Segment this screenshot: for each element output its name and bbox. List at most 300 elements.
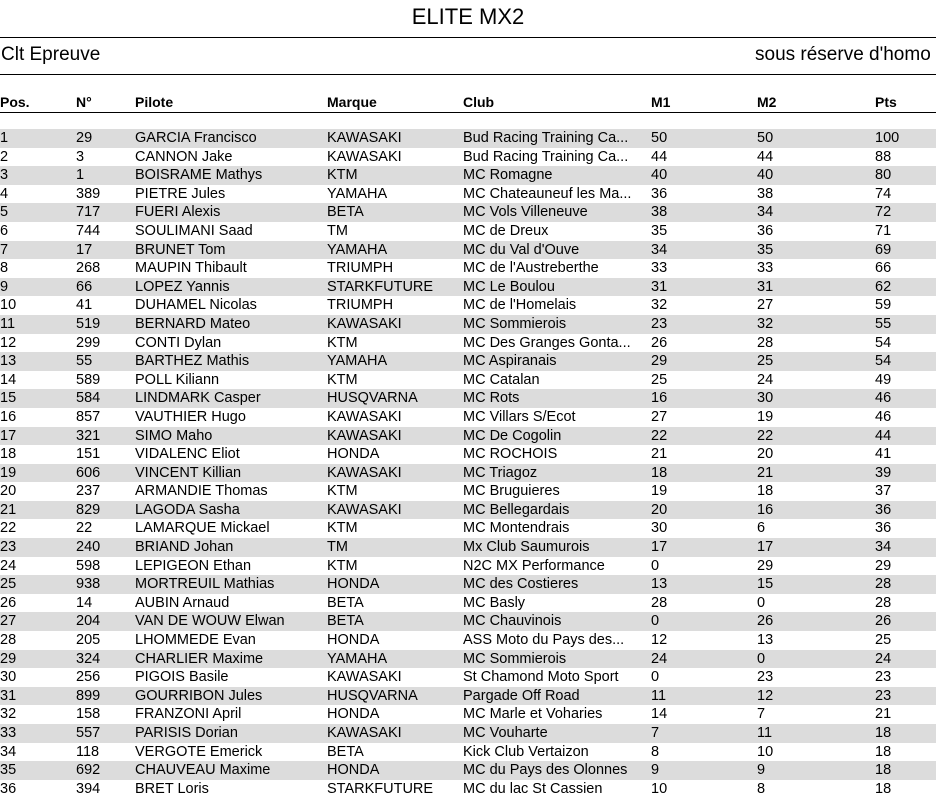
table-row <box>0 761 936 780</box>
cell-m2: 10 <box>757 743 774 760</box>
table-row <box>0 668 936 687</box>
cell-club: MC Montendrais <box>463 520 570 537</box>
cell-club: MC Villars S/Ecot <box>463 408 576 425</box>
cell-club: MC Chateauneuf les Ma... <box>463 185 632 202</box>
cell-m1: 28 <box>651 594 668 611</box>
table-row <box>0 538 936 557</box>
cell-m2: 35 <box>757 241 774 258</box>
cell-number: 204 <box>76 613 101 630</box>
cell-pts: 28 <box>875 576 892 593</box>
table-row <box>0 315 936 334</box>
cell-club: Bud Racing Training Ca... <box>463 130 629 146</box>
cell-number: 938 <box>76 576 101 593</box>
cell-m1: 34 <box>651 241 668 258</box>
cell-marque: HONDA <box>327 576 380 593</box>
cell-club: MC ROCHOIS <box>463 446 558 463</box>
cell-pos: 10 <box>0 297 17 314</box>
cell-club: MC du Pays des Olonnes <box>463 762 628 779</box>
cell-pts: 100 <box>875 130 900 146</box>
cell-m1: 44 <box>651 148 668 165</box>
cell-pts: 66 <box>875 260 892 277</box>
cell-m2: 28 <box>757 334 774 351</box>
cell-number: 29 <box>76 130 93 146</box>
cell-club: MC Des Granges Gonta... <box>463 334 631 351</box>
table-row <box>0 389 936 408</box>
cell-club: MC Sommierois <box>463 315 567 332</box>
cell-number: 519 <box>76 315 101 332</box>
cell-m1: 24 <box>651 650 668 667</box>
cell-marque: KTM <box>327 167 358 184</box>
cell-number: 237 <box>76 483 101 500</box>
cell-number: 66 <box>76 278 93 295</box>
cell-club: MC Catalan <box>463 371 540 388</box>
cell-number: 256 <box>76 669 101 686</box>
cell-m1: 18 <box>651 464 668 481</box>
cell-club: MC Rots <box>463 390 520 407</box>
cell-marque: HUSQVARNA <box>327 687 418 704</box>
cell-pos: 12 <box>0 334 17 351</box>
cell-marque: KTM <box>327 371 358 388</box>
cell-m1: 19 <box>651 483 668 500</box>
cell-pts: 49 <box>875 371 892 388</box>
cell-pos: 27 <box>0 613 17 630</box>
cell-pts: 29 <box>875 557 892 574</box>
cell-m1: 40 <box>651 167 668 184</box>
cell-pos: 8 <box>0 260 9 277</box>
cell-pilote: FUERI Alexis <box>135 204 221 221</box>
cell-number: 598 <box>76 557 101 574</box>
cell-pts: 18 <box>875 725 892 741</box>
cell-pilote: BERNARD Mateo <box>135 315 251 332</box>
cell-club: Kick Club Vertaizon <box>463 743 589 760</box>
cell-m1: 8 <box>651 743 660 760</box>
cell-pilote: VAN DE WOUW Elwan <box>135 613 285 630</box>
table-row <box>0 724 936 743</box>
cell-number: 394 <box>76 780 101 797</box>
table-row <box>0 780 936 798</box>
table-row <box>0 705 936 724</box>
cell-pos: 19 <box>0 464 17 481</box>
cell-m1: 22 <box>651 427 668 444</box>
col-header-pts: Pts <box>875 94 897 110</box>
cell-pilote: LHOMMEDE Evan <box>135 632 256 649</box>
cell-m1: 12 <box>651 632 668 649</box>
table-row <box>0 445 936 464</box>
cell-marque: KAWASAKI <box>327 130 402 146</box>
cell-marque: YAMAHA <box>327 241 388 258</box>
table-row <box>0 631 936 650</box>
cell-number: 389 <box>76 185 101 202</box>
table-row <box>0 129 936 148</box>
cell-number: 55 <box>76 353 93 370</box>
cell-pts: 44 <box>875 427 892 444</box>
cell-number: 584 <box>76 390 101 407</box>
cell-number: 857 <box>76 408 101 425</box>
cell-pos: 3 <box>0 167 9 184</box>
cell-m1: 20 <box>651 501 668 518</box>
cell-number: 829 <box>76 501 101 518</box>
table-row <box>0 482 936 501</box>
cell-marque: STARKFUTURE <box>327 780 434 797</box>
cell-m2: 12 <box>757 687 774 704</box>
cell-pos: 26 <box>0 594 17 611</box>
cell-pilote: MAUPIN Thibault <box>135 260 247 277</box>
cell-club: Mx Club Saumurois <box>463 539 590 556</box>
cell-pilote: CHAUVEAU Maxime <box>135 762 271 779</box>
cell-pilote: VERGOTE Emerick <box>135 743 263 760</box>
cell-pilote: CHARLIER Maxime <box>135 650 264 667</box>
cell-pts: 71 <box>875 222 892 239</box>
cell-club: MC Chauvinois <box>463 613 562 630</box>
cell-m2: 34 <box>757 204 774 221</box>
cell-m2: 20 <box>757 446 774 463</box>
table-row <box>0 278 936 297</box>
cell-club: MC Romagne <box>463 167 553 184</box>
cell-marque: KAWASAKI <box>327 427 402 444</box>
cell-club: MC Aspiranais <box>463 353 557 370</box>
col-header-club: Club <box>463 94 495 110</box>
cell-pts: 24 <box>875 650 892 667</box>
table-row <box>0 575 936 594</box>
cell-marque: BETA <box>327 594 364 611</box>
cell-m1: 10 <box>651 780 668 797</box>
cell-pilote: LAMARQUE Mickael <box>135 520 270 537</box>
cell-pts: 62 <box>875 278 892 295</box>
cell-pts: 46 <box>875 408 892 425</box>
cell-m1: 0 <box>651 669 660 686</box>
cell-number: 321 <box>76 427 101 444</box>
cell-m1: 35 <box>651 222 668 239</box>
cell-pos: 32 <box>0 706 17 723</box>
column-header-row <box>0 93 936 111</box>
table-row <box>0 427 936 446</box>
cell-m1: 11 <box>651 687 667 704</box>
table-row <box>0 408 936 427</box>
cell-pilote: VAUTHIER Hugo <box>135 408 246 425</box>
cell-pos: 22 <box>0 520 17 537</box>
cell-number: 899 <box>76 687 101 704</box>
cell-pilote: BRIAND Johan <box>135 539 234 556</box>
cell-pos: 24 <box>0 557 17 574</box>
cell-m2: 13 <box>757 632 774 649</box>
cell-number: 744 <box>76 222 101 239</box>
cell-m2: 15 <box>757 576 774 593</box>
cell-pos: 11 <box>0 315 16 332</box>
cell-club: MC Triagoz <box>463 464 538 481</box>
cell-marque: HONDA <box>327 762 380 779</box>
table-row <box>0 203 936 222</box>
page-title: ELITE MX2 <box>411 4 525 29</box>
cell-marque: BETA <box>327 204 364 221</box>
cell-number: 692 <box>76 762 101 779</box>
cell-m1: 23 <box>651 315 668 332</box>
ranking-type-label: Clt Epreuve <box>1 44 101 65</box>
cell-m2: 17 <box>757 539 774 556</box>
cell-pilote: PIETRE Jules <box>135 185 226 202</box>
cell-marque: HUSQVARNA <box>327 390 418 407</box>
cell-pts: 36 <box>875 520 892 537</box>
cell-m2: 6 <box>757 520 766 537</box>
cell-m1: 16 <box>651 390 668 407</box>
cell-number: 1 <box>76 167 85 184</box>
cell-pilote: SOULIMANI Saad <box>135 222 253 239</box>
cell-m2: 22 <box>757 427 774 444</box>
col-header-pilote: Pilote <box>135 94 174 110</box>
cell-club: Pargade Off Road <box>463 687 580 704</box>
cell-m2: 9 <box>757 762 766 779</box>
cell-number: 158 <box>76 706 101 723</box>
cell-pilote: ARMANDIE Thomas <box>135 483 268 500</box>
table-row <box>0 259 936 278</box>
cell-pts: 41 <box>875 446 892 463</box>
cell-m2: 40 <box>757 167 774 184</box>
cell-marque: KAWASAKI <box>327 148 402 165</box>
cell-pts: 23 <box>875 669 892 686</box>
cell-pos: 34 <box>0 743 17 760</box>
cell-club: MC de l'Homelais <box>463 297 577 314</box>
cell-pos: 16 <box>0 408 17 425</box>
cell-club: MC Sommierois <box>463 650 567 667</box>
cell-pts: 54 <box>875 334 892 351</box>
cell-marque: YAMAHA <box>327 650 388 667</box>
cell-pilote: FRANZONI April <box>135 706 242 723</box>
cell-marque: TM <box>327 222 348 239</box>
cell-club: St Chamond Moto Sport <box>463 669 619 686</box>
cell-pilote: PIGOIS Basile <box>135 669 229 686</box>
cell-m2: 18 <box>757 483 774 500</box>
cell-m1: 14 <box>651 706 668 723</box>
cell-m1: 27 <box>651 408 668 425</box>
cell-m1: 33 <box>651 260 668 277</box>
cell-marque: HONDA <box>327 632 380 649</box>
cell-pts: 23 <box>875 687 892 704</box>
cell-m2: 8 <box>757 780 766 797</box>
cell-pts: 37 <box>875 483 892 500</box>
cell-marque: KTM <box>327 334 358 351</box>
table-row <box>0 371 936 390</box>
cell-m1: 29 <box>651 353 668 370</box>
results-table <box>0 129 936 798</box>
cell-pts: 46 <box>875 390 892 407</box>
cell-number: 240 <box>76 539 101 556</box>
col-header-num: N° <box>76 94 92 110</box>
cell-pilote: VIDALENC Eliot <box>135 446 240 463</box>
cell-pts: 18 <box>875 762 892 779</box>
cell-pilote: CANNON Jake <box>135 148 233 165</box>
cell-club: Bud Racing Training Ca... <box>463 148 629 165</box>
cell-marque: KAWASAKI <box>327 464 402 481</box>
cell-pts: 69 <box>875 241 892 258</box>
cell-pts: 28 <box>875 594 892 611</box>
cell-m1: 7 <box>651 725 660 741</box>
cell-club: N2C MX Performance <box>463 557 605 574</box>
cell-m2: 29 <box>757 557 774 574</box>
cell-pts: 36 <box>875 501 892 518</box>
cell-pos: 17 <box>0 427 17 444</box>
cell-pos: 21 <box>0 501 17 518</box>
cell-m1: 50 <box>651 130 668 146</box>
cell-marque: KTM <box>327 520 358 537</box>
cell-marque: KAWASAKI <box>327 315 402 332</box>
cell-m2: 27 <box>757 297 774 314</box>
cell-marque: KAWASAKI <box>327 408 402 425</box>
col-header-marque: Marque <box>327 94 377 110</box>
cell-number: 589 <box>76 371 101 388</box>
cell-pilote: SIMO Maho <box>135 427 213 444</box>
cell-marque: HONDA <box>327 446 380 463</box>
cell-m1: 17 <box>651 539 668 556</box>
cell-pos: 18 <box>0 446 17 463</box>
cell-club: MC Marle et Voharies <box>463 706 603 723</box>
cell-pos: 36 <box>0 780 17 797</box>
cell-pilote: AUBIN Arnaud <box>135 594 230 611</box>
cell-club: MC Vouharte <box>463 725 548 741</box>
cell-pilote: PARISIS Dorian <box>135 725 238 741</box>
cell-pos: 1 <box>0 130 9 146</box>
cell-pilote: DUHAMEL Nicolas <box>135 297 257 314</box>
cell-club: MC De Cogolin <box>463 427 562 444</box>
cell-m2: 32 <box>757 315 774 332</box>
cell-m2: 11 <box>757 725 773 741</box>
cell-m2: 44 <box>757 148 774 165</box>
cell-m1: 25 <box>651 371 668 388</box>
table-row <box>0 557 936 576</box>
cell-m1: 13 <box>651 576 668 593</box>
reserve-note: sous réserve d'homo <box>755 44 931 65</box>
table-row <box>0 296 936 315</box>
cell-m2: 19 <box>757 408 774 425</box>
cell-number: 717 <box>76 204 101 221</box>
cell-pos: 7 <box>0 241 9 258</box>
cell-marque: YAMAHA <box>327 353 388 370</box>
cell-marque: STARKFUTURE <box>327 278 434 295</box>
cell-m1: 36 <box>651 185 668 202</box>
cell-pos: 25 <box>0 576 17 593</box>
cell-pilote: BRET Loris <box>135 780 209 797</box>
cell-pilote: GARCIA Francisco <box>135 130 257 146</box>
subheader <box>0 43 936 67</box>
column-header-rule <box>0 112 936 113</box>
cell-club: MC Le Boulou <box>463 278 555 295</box>
cell-marque: BETA <box>327 613 364 630</box>
table-row <box>0 594 936 613</box>
cell-pts: 18 <box>875 743 892 760</box>
cell-number: 118 <box>76 743 100 760</box>
table-row <box>0 166 936 185</box>
cell-pos: 23 <box>0 539 17 556</box>
cell-pilote: LAGODA Sasha <box>135 501 240 518</box>
cell-m1: 21 <box>651 446 668 463</box>
cell-pilote: VINCENT Killian <box>135 464 242 481</box>
cell-marque: KAWASAKI <box>327 501 402 518</box>
cell-marque: KTM <box>327 483 358 500</box>
cell-m1: 30 <box>651 520 668 537</box>
table-row <box>0 334 936 353</box>
cell-club: MC des Costieres <box>463 576 579 593</box>
cell-marque: TRIUMPH <box>327 260 394 277</box>
top-rule <box>0 37 936 38</box>
cell-m1: 31 <box>651 278 668 295</box>
cell-m2: 26 <box>757 613 774 630</box>
cell-number: 557 <box>76 725 101 741</box>
table-row <box>0 687 936 706</box>
table-row <box>0 743 936 762</box>
cell-number: 268 <box>76 260 101 277</box>
cell-marque: HONDA <box>327 706 380 723</box>
table-row <box>0 185 936 204</box>
cell-pts: 59 <box>875 297 892 314</box>
cell-m2: 0 <box>757 594 766 611</box>
cell-pos: 20 <box>0 483 17 500</box>
cell-pos: 13 <box>0 353 17 370</box>
cell-pilote: MORTREUIL Mathias <box>135 576 275 593</box>
cell-m2: 38 <box>757 185 774 202</box>
cell-m2: 16 <box>757 501 774 518</box>
cell-number: 299 <box>76 334 101 351</box>
cell-pos: 28 <box>0 632 17 649</box>
cell-pts: 80 <box>875 167 892 184</box>
cell-pilote: LOPEZ Yannis <box>135 278 230 295</box>
cell-number: 17 <box>76 241 93 258</box>
cell-pilote: GOURRIBON Jules <box>135 687 263 704</box>
cell-m2: 7 <box>757 706 766 723</box>
cell-m1: 32 <box>651 297 668 314</box>
cell-m2: 24 <box>757 371 774 388</box>
cell-pos: 29 <box>0 650 17 667</box>
cell-pilote: BRUNET Tom <box>135 241 226 258</box>
cell-pts: 34 <box>875 539 892 556</box>
cell-pts: 21 <box>875 706 892 723</box>
cell-club: MC de l'Austreberthe <box>463 260 599 277</box>
cell-club: MC Bruguieres <box>463 483 560 500</box>
cell-pts: 26 <box>875 613 892 630</box>
cell-number: 324 <box>76 650 101 667</box>
cell-pilote: BARTHEZ Mathis <box>135 353 250 370</box>
cell-marque: YAMAHA <box>327 185 388 202</box>
cell-pos: 9 <box>0 278 9 295</box>
col-header-m2: M2 <box>757 94 777 110</box>
cell-m2: 25 <box>757 353 774 370</box>
cell-m2: 23 <box>757 669 774 686</box>
cell-club: MC de Dreux <box>463 222 549 239</box>
cell-pts: 72 <box>875 204 892 221</box>
table-row <box>0 501 936 520</box>
cell-pts: 88 <box>875 148 892 165</box>
cell-pos: 33 <box>0 725 17 741</box>
cell-m2: 36 <box>757 222 774 239</box>
cell-m2: 30 <box>757 390 774 407</box>
table-row <box>0 241 936 260</box>
cell-pts: 25 <box>875 632 892 649</box>
cell-number: 41 <box>76 297 93 314</box>
cell-pos: 4 <box>0 185 9 202</box>
cell-m2: 21 <box>757 464 774 481</box>
cell-pilote: POLL Kiliann <box>135 371 220 388</box>
cell-m1: 26 <box>651 334 668 351</box>
table-row <box>0 650 936 669</box>
cell-club: MC du lac St Cassien <box>463 780 603 797</box>
cell-m1: 38 <box>651 204 668 221</box>
cell-pilote: CONTI Dylan <box>135 334 222 351</box>
cell-pos: 15 <box>0 390 17 407</box>
cell-m1: 0 <box>651 613 660 630</box>
cell-club: MC Basly <box>463 594 526 611</box>
cell-pts: 74 <box>875 185 892 202</box>
cell-club: MC du Val d'Ouve <box>463 241 580 258</box>
table-row <box>0 464 936 483</box>
cell-pilote: BOISRAME Mathys <box>135 167 263 184</box>
cell-marque: BETA <box>327 743 364 760</box>
